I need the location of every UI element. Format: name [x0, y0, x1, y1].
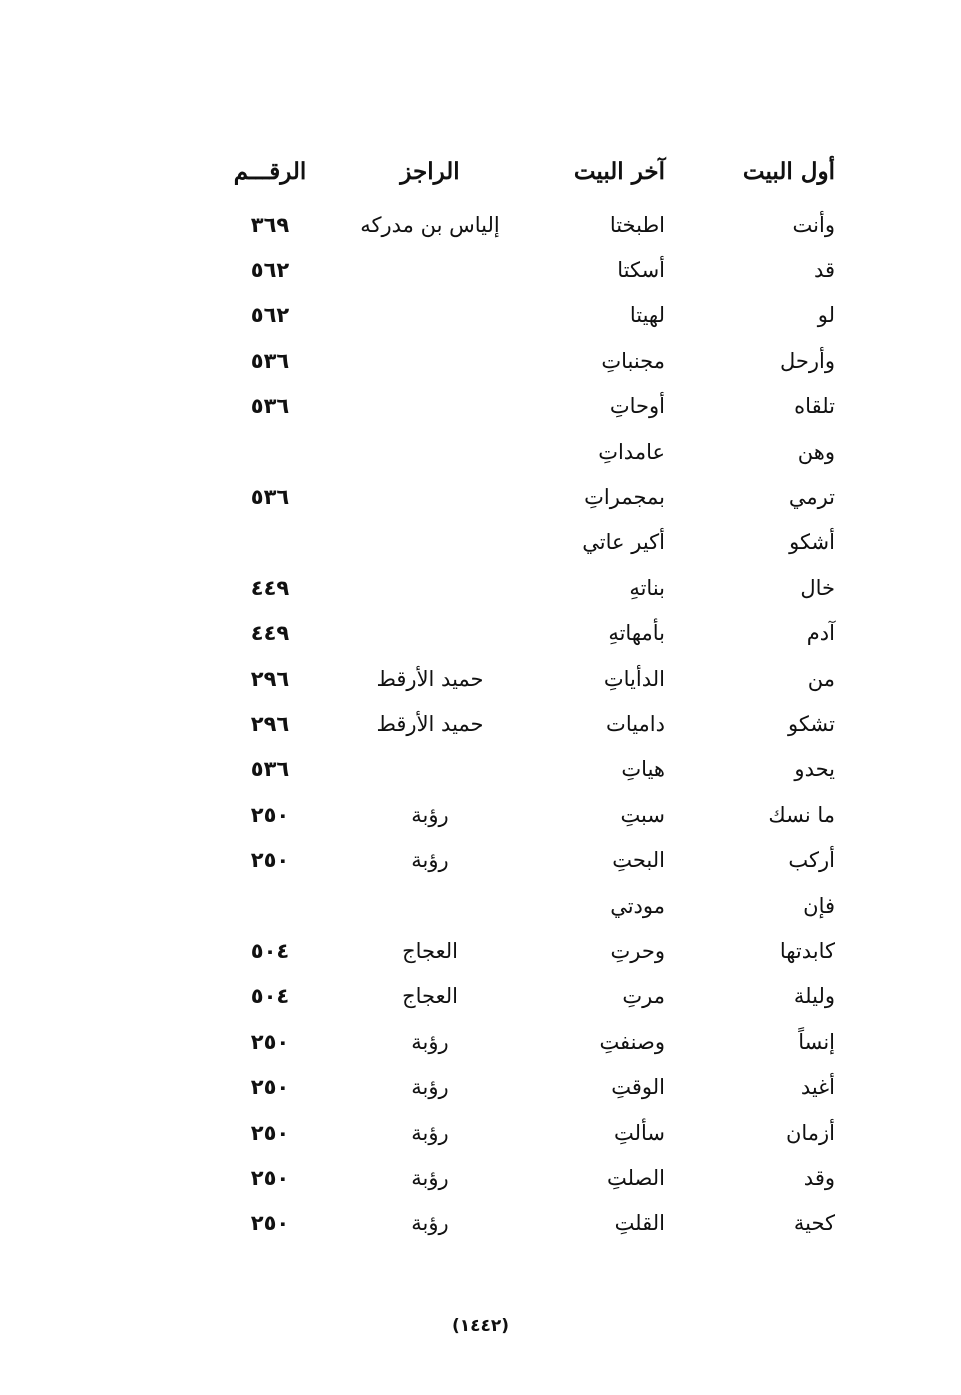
table-row: [195, 883, 855, 928]
cell-number: ٥٠٤: [250, 938, 290, 963]
table-row: [195, 520, 855, 565]
table-row: [195, 701, 855, 746]
cell-last-of-verse: القلتِ: [614, 1211, 665, 1236]
cell-first-of-verse: يحدو: [794, 757, 835, 782]
cell-first-of-verse: أزمان: [785, 1120, 835, 1145]
cell-poet: رؤبة: [411, 802, 449, 827]
cell-number: ٥٦٢: [250, 258, 290, 283]
cell-last-of-verse: عامداتِ: [598, 439, 665, 464]
cell-number: ٢٥٠: [250, 1120, 290, 1145]
header-last-of-verse: آخر البيت: [573, 157, 665, 185]
cell-poet: [345, 747, 515, 792]
cell-number: ٥٦٢: [250, 303, 290, 328]
table-row: [195, 1201, 855, 1246]
cell-number: ٢٩٦: [250, 711, 290, 736]
cell-last-of-verse: البحتِ: [612, 848, 665, 873]
table-row: [195, 1110, 855, 1155]
table-row: [195, 1064, 855, 1109]
cell-last-of-verse: بأمهاتهِ: [608, 621, 665, 646]
header-number: الرقـــم: [233, 157, 307, 185]
table-row: [195, 202, 855, 247]
table-body: [195, 202, 855, 1246]
cell-first-of-verse: قد: [813, 258, 835, 283]
cell-number: ٥٣٦: [250, 394, 290, 419]
cell-number: ٢٥٠: [250, 1211, 290, 1236]
cell-last-of-verse: مجنباتِ: [601, 348, 665, 373]
table-row: [195, 1019, 855, 1064]
cell-first-of-verse: كابدتها: [779, 938, 835, 963]
cell-last-of-verse: داميات: [606, 711, 665, 736]
cell-last-of-verse: اطبختا: [609, 212, 665, 237]
cell-number: ٢٥٠: [250, 848, 290, 873]
cell-first-of-verse: أركب: [788, 848, 835, 873]
cell-first-of-verse: ما نسك: [768, 802, 835, 827]
cell-poet: العجاج: [402, 938, 458, 963]
cell-first-of-verse: ترمي: [788, 485, 835, 510]
cell-poet: رؤبة: [411, 848, 449, 873]
cell-first-of-verse: وأنت: [792, 212, 835, 237]
cell-first-of-verse: آدم: [806, 621, 835, 646]
header-first-of-verse: أول البيت: [742, 157, 835, 185]
table-row: [195, 429, 855, 474]
cell-poet: [345, 565, 515, 610]
table-row: [195, 792, 855, 837]
table-row: [195, 928, 855, 973]
cell-poet: [345, 520, 515, 565]
cell-last-of-verse: هياتِ: [621, 757, 665, 782]
cell-last-of-verse: مرتِ: [622, 984, 665, 1009]
cell-last-of-verse: بمجمراتِ: [584, 485, 665, 510]
cell-first-of-verse: وأرحل: [779, 348, 835, 373]
cell-last-of-verse: مودتي: [610, 893, 665, 918]
cell-poet: [345, 474, 515, 519]
table-header-row: [195, 140, 855, 202]
cell-poet: رؤبة: [411, 1029, 449, 1054]
cell-last-of-verse: أسكتا: [617, 258, 665, 283]
cell-poet: إلياس بن مدركه: [360, 212, 500, 237]
cell-first-of-verse: وهن: [797, 439, 835, 464]
cell-first-of-verse: من: [807, 666, 835, 691]
cell-poet: [345, 611, 515, 656]
table-row: [195, 611, 855, 656]
table-row: [195, 1155, 855, 1200]
cell-number: ٢٥٠: [250, 802, 290, 827]
cell-last-of-verse: سبتِ: [620, 802, 665, 827]
table-row: [195, 974, 855, 1019]
table-row: [195, 565, 855, 610]
cell-last-of-verse: الدأياتِ: [603, 666, 665, 691]
cell-number: [195, 883, 345, 928]
table-row: [195, 338, 855, 383]
cell-poet: رؤبة: [411, 1211, 449, 1236]
cell-last-of-verse: وصنفتِ: [599, 1029, 665, 1054]
cell-number: ٥٠٤: [250, 984, 290, 1009]
cell-number: ٣٦٩: [250, 212, 290, 237]
cell-number: ٢٩٦: [250, 666, 290, 691]
cell-first-of-verse: لو: [817, 303, 835, 328]
table-row: [195, 247, 855, 292]
table-row: [195, 474, 855, 519]
cell-poet: رؤبة: [411, 1075, 449, 1100]
table-row: [195, 293, 855, 338]
cell-first-of-verse: وقد: [803, 1165, 835, 1190]
cell-poet: رؤبة: [411, 1120, 449, 1145]
cell-number: [195, 429, 345, 474]
cell-last-of-verse: أكير عاتي: [582, 530, 665, 555]
cell-last-of-verse: بناتهِ: [629, 575, 665, 600]
cell-first-of-verse: أغيد: [800, 1075, 835, 1100]
table-row: [195, 837, 855, 882]
cell-number: ٥٣٦: [250, 485, 290, 510]
cell-first-of-verse: فإن: [803, 893, 835, 918]
cell-last-of-verse: الصلتِ: [606, 1165, 665, 1190]
cell-poet: [345, 338, 515, 383]
cell-poet: [345, 384, 515, 429]
cell-poet: [345, 883, 515, 928]
header-poet: الراجز: [400, 157, 460, 185]
cell-number: ٤٤٩: [250, 621, 290, 646]
cell-number: ٢٥٠: [250, 1165, 290, 1190]
table-row: [195, 656, 855, 701]
table-row: [195, 747, 855, 792]
table-row: [195, 384, 855, 429]
cell-poet: رؤبة: [411, 1165, 449, 1190]
cell-poet: العجاج: [402, 984, 458, 1009]
page-number: (١٤٤٢): [451, 1316, 510, 1336]
cell-first-of-verse: كحية: [793, 1211, 835, 1236]
cell-last-of-verse: سألتِ: [613, 1120, 665, 1145]
cell-last-of-verse: الوقتِ: [611, 1075, 665, 1100]
cell-first-of-verse: إنساً: [798, 1029, 835, 1054]
cell-poet: [345, 429, 515, 474]
cell-poet: [345, 293, 515, 338]
cell-first-of-verse: تلقاه: [794, 394, 835, 419]
cell-number: ٢٥٠: [250, 1075, 290, 1100]
cell-poet: [345, 247, 515, 292]
cell-first-of-verse: خال: [800, 575, 835, 600]
cell-last-of-verse: وحرتِ: [610, 938, 665, 963]
cell-number: ٤٤٩: [250, 575, 290, 600]
verse-index-table: [195, 140, 855, 1246]
cell-number: ٥٣٦: [250, 348, 290, 373]
cell-number: ٢٥٠: [250, 1029, 290, 1054]
cell-first-of-verse: أشكو: [789, 530, 835, 555]
cell-last-of-verse: أوحاتِ: [609, 394, 665, 419]
cell-first-of-verse: تشكو: [787, 711, 835, 736]
cell-number: [195, 520, 345, 565]
cell-poet: حميد الأرقط: [376, 666, 484, 691]
cell-poet: حميد الأرقط: [376, 711, 484, 736]
cell-last-of-verse: لهيتا: [629, 303, 665, 328]
cell-first-of-verse: وليلة: [793, 984, 835, 1009]
cell-number: ٥٣٦: [250, 757, 290, 782]
